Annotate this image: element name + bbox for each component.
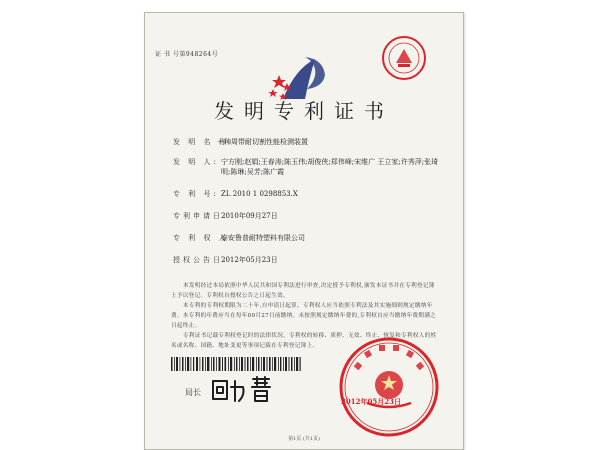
- seal-date: 2012年05月23日: [341, 397, 401, 406]
- body-paragraph: 本专利的专利权期限为二十年,自申请日起算。专利权人应当依照专利法及其实施细则规定缴纳年费。本专利的年费应当在每年09月27日前缴纳。未按照规定缴纳年费的,专利权自应当缴纳年费期满之日起终止。: [171, 303, 437, 329]
- application-date-value: 2010年09月27日: [221, 212, 278, 220]
- body-paragraph: 专利证书记载专利权登记时的法律状况。专利权的转移、质押、无效、终止、恢复和专利权人的姓名或名称、国籍、地址变更等事项记载在专利登记簿上。: [171, 333, 437, 349]
- application-date-label: 专利申请日:: [173, 212, 229, 220]
- inventor-value: 宁方刚;赵娟;王春涛;陈玉伟;胡俊侠;郑伟峰;宋维广 王立家;许秀萍;张琦明;陈琳;吴芳;陈广霞: [221, 158, 439, 176]
- quality-stamp-icon: [381, 35, 427, 81]
- barcode-icon: [171, 357, 301, 371]
- page-footer: 第1页 (共1页): [288, 436, 320, 442]
- invention-name-value: 一种周带耐切割性能检测装置: [217, 138, 308, 146]
- patent-certificate: [144, 12, 464, 450]
- grant-date-label: 授权公告日:: [173, 256, 229, 264]
- patentee-label: 专 利 权 人:: [173, 234, 235, 242]
- patentee-value: 泰安鲁普耐特塑料有限公司: [221, 234, 305, 242]
- director-signature-icon: [209, 375, 275, 403]
- invention-name-label: 发 明 名 称:: [173, 138, 235, 146]
- director-label: 局长: [185, 388, 201, 397]
- certificate-number: 证 书 号第948264号: [155, 51, 219, 58]
- body-paragraph: 本发明经过本局依照中华人民共和国专利法进行审查,决定授予专利权,颁发本证书并在专利登记簿上予以登记。专利权自授权公告之日起生效。: [171, 283, 435, 299]
- inventor-label: 发 明 人:: [173, 158, 219, 166]
- patent-number-label: 专 利 号:: [173, 190, 219, 198]
- patent-number-value: ZL 2010 1 0298853.X: [221, 190, 298, 198]
- certificate-title: 发明专利证书: [214, 99, 394, 123]
- grant-date-value: 2012年05月23日: [221, 256, 278, 264]
- official-seal-icon: [337, 335, 441, 439]
